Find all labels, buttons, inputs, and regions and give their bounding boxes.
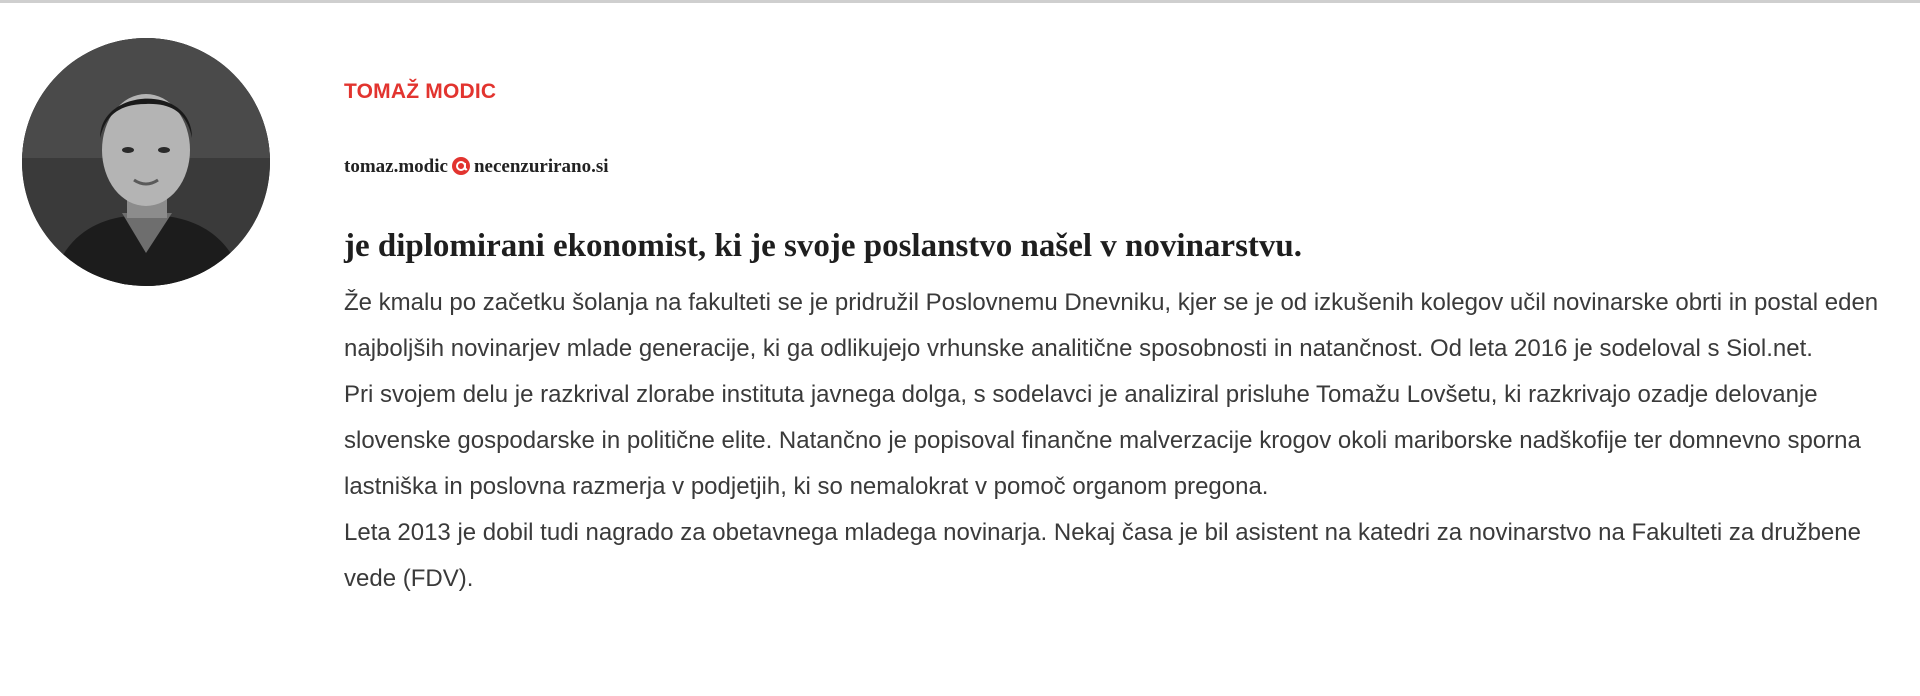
top-divider [0,0,1920,3]
author-photo [22,38,270,286]
bio-headline: je diplomirani ekonomist, ki je svoje poslanstvo našel v novinarstvu. [344,228,1302,264]
at-icon [451,156,471,176]
author-email[interactable] [344,156,609,178]
bio-text [344,280,1884,602]
author-name[interactable]: TOMAŽ MODIC [344,80,497,103]
author-avatar [22,38,270,286]
bio-paragraph: Že kmalu po začetku šolanja na fakulteti se je pridružil Poslovnemu Dnevniku, kjer se je od izkušenih kolegov učil novinarske obrti in postal eden najboljših novinarjev mlade generacije, ki ga odlikujejo vrhunske analitične sposobnosti in natančnost. Od leta 2016 je sodeloval s Siol.net. [344,289,1879,362]
email-domain: necenzurirano.si [473,156,609,177]
bio-paragraph: Leta 2013 je dobil tudi nagrado za obetavnega mladega novinarja. Nekaj časa je bil asistent na katedri za novinarstvo na Fakulteti za družbene vede (FDV). [344,519,1861,592]
email-user: tomaz.modic [344,156,448,177]
bio-paragraph: Pri svojem delu je razkrival zlorabe instituta javnega dolga, s sodelavci je analiziral prisluhe Tomažu Lovšetu, ki razkrivajo ozadje delovanje slovenske gospodarske in politične elite. Natančno je popisoval finančne malverzacije krogov okoli mariborske nadškofije ter domnevno sporna lastniška in poslovna razmerja v podjetjih, ki so nemalokrat v pomoč organom pregona. [344,381,1861,500]
